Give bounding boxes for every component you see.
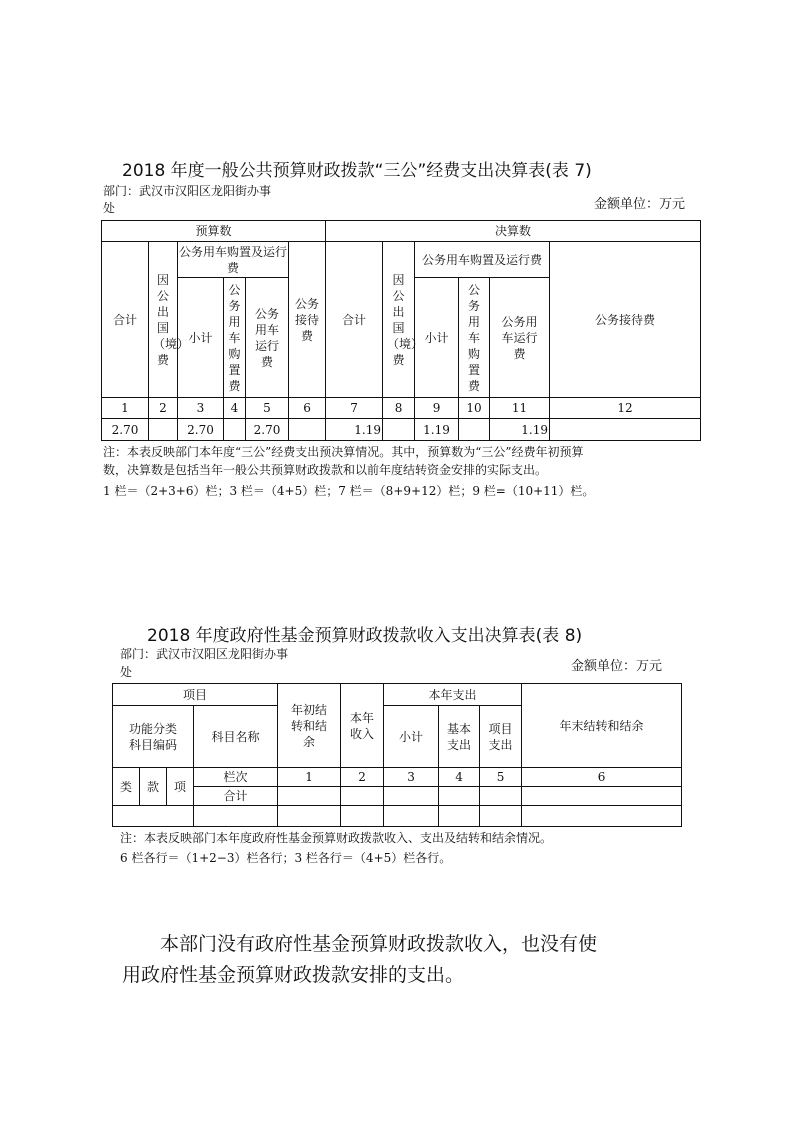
value-cell: 2.70	[102, 419, 149, 441]
table7-note: 数，决算数是包括当年一般公共预算财政拨款和以前年度结转资金安排的实际支出。	[103, 463, 548, 477]
empty-cell	[480, 787, 522, 806]
value-cell	[383, 419, 415, 441]
header-subtotal: 小计	[415, 278, 459, 398]
sum-row	[113, 787, 682, 806]
empty-cell	[522, 787, 682, 806]
header-item: 项目	[113, 684, 278, 706]
value-cell	[550, 419, 701, 441]
value-cell: 1.19	[326, 419, 383, 441]
statement-line: 用政府性基金预算财政拨款安排的支出。	[122, 964, 465, 986]
header-xiang: 项	[167, 768, 194, 806]
header-func-code: 功能分类科目编码	[113, 706, 194, 768]
statement-line: 本部门没有政府性基金预算财政拨款收入，也没有使	[160, 933, 598, 955]
header-expense: 本年支出	[384, 684, 522, 706]
col-num: 7	[326, 398, 383, 419]
table7-formula: 1 栏＝（2+3+6）栏；3 栏＝（4+5）栏；7 栏＝（8+9+12）栏；9 栏=（10+11）栏。	[103, 484, 595, 498]
table7-dept: 部门：武汉市汉阳区龙阳街办事	[103, 184, 272, 198]
table7-unit: 金额单位：万元	[594, 197, 686, 212]
col-num: 1	[278, 768, 341, 787]
empty-cell	[522, 806, 682, 827]
col-num: 1	[102, 398, 149, 419]
col-num: 4	[224, 398, 246, 419]
header-car-buy: 公务用车购置费	[224, 278, 246, 398]
header-kuan: 款	[140, 768, 167, 806]
empty-cell	[278, 806, 341, 827]
empty-cell	[480, 806, 522, 827]
table7-title: 2018 年度一般公共预算财政拨款“三公”经费支出决算表(表 7)	[122, 161, 592, 181]
table8-dept-cont: 处	[120, 665, 133, 679]
col-num: 11	[490, 398, 550, 419]
header-subtotal: 小计	[178, 278, 224, 398]
header-abroad: 因公出国（境）费	[149, 242, 178, 398]
table8-dept: 部门：武汉市汉阳区龙阳街办事	[120, 647, 289, 661]
table8-formula: 6 栏各行＝（1+2−3）栏各行；3 栏各行＝（4+5）栏各行。	[120, 851, 452, 865]
header-carry-end: 年末结转和结余	[522, 684, 682, 768]
empty-cell	[341, 806, 384, 827]
empty-cell	[194, 806, 278, 827]
col-num: 8	[383, 398, 415, 419]
header-budget: 预算数	[102, 221, 326, 242]
col-num: 12	[550, 398, 701, 419]
empty-cell	[113, 806, 194, 827]
col-num: 4	[439, 768, 480, 787]
col-num: 9	[415, 398, 459, 419]
value-cell	[289, 419, 326, 441]
header-basic: 基本支出	[439, 706, 480, 768]
header-total: 合计	[326, 242, 383, 398]
empty-cell	[439, 806, 480, 827]
table7-dept-cont: 处	[103, 201, 116, 215]
table8-unit: 金额单位：万元	[571, 659, 663, 674]
value-cell	[459, 419, 490, 441]
col-num: 6	[522, 768, 682, 787]
value-cell: 2.70	[246, 419, 289, 441]
header-car-run: 公务用车运行费	[490, 278, 550, 398]
header-lei: 类	[113, 768, 140, 806]
table7	[101, 220, 701, 441]
col-num: 3	[178, 398, 224, 419]
value-row	[102, 419, 701, 441]
header-subtotal: 小计	[384, 706, 439, 768]
header-reception: 公务接待费	[289, 242, 326, 398]
header-subject: 科目名称	[194, 706, 278, 768]
column-number-row	[102, 398, 701, 419]
header-final: 决算数	[326, 221, 701, 242]
value-cell: 1.19	[415, 419, 459, 441]
table7-note: 注：本表反映部门本年度“三公”经费支出预决算情况。其中，预算数为“三公”经费年初预算	[103, 445, 584, 459]
header-reception: 公务接待费	[550, 242, 701, 398]
col-num: 5	[480, 768, 522, 787]
empty-cell	[278, 787, 341, 806]
header-income: 本年收入	[341, 684, 384, 768]
col-num: 2	[341, 768, 384, 787]
header-total: 合计	[102, 242, 149, 398]
value-cell	[149, 419, 178, 441]
header-carry-begin: 年初结转和结余	[278, 684, 341, 768]
col-num: 5	[246, 398, 289, 419]
value-cell	[224, 419, 246, 441]
header-car-buy: 公务用车购置费	[459, 278, 490, 398]
empty-cell	[341, 787, 384, 806]
col-num: 10	[459, 398, 490, 419]
value-cell: 1.19	[490, 419, 550, 441]
col-num: 6	[289, 398, 326, 419]
table8	[112, 683, 682, 827]
table8-note: 注：本表反映部门本年度政府性基金预算财政拨款收入、支出及结转和结余情况。	[120, 831, 553, 845]
sum-label: 合计	[194, 787, 278, 806]
header-car: 公务用车购置及运行费	[178, 242, 289, 278]
table8-title: 2018 年度政府性基金预算财政拨款收入支出决算表(表 8)	[147, 626, 583, 646]
header-lanci: 栏次	[194, 768, 278, 787]
header-abroad: 因公出国（境）费	[383, 242, 415, 398]
empty-cell	[384, 787, 439, 806]
blank-row	[113, 806, 682, 827]
header-car-run: 公务用车运行费	[246, 278, 289, 398]
header-car: 公务用车购置及运行费	[415, 242, 550, 278]
col-num: 2	[149, 398, 178, 419]
empty-cell	[384, 806, 439, 827]
col-num: 3	[384, 768, 439, 787]
empty-cell	[439, 787, 480, 806]
value-cell: 2.70	[178, 419, 224, 441]
header-project: 项目支出	[480, 706, 522, 768]
